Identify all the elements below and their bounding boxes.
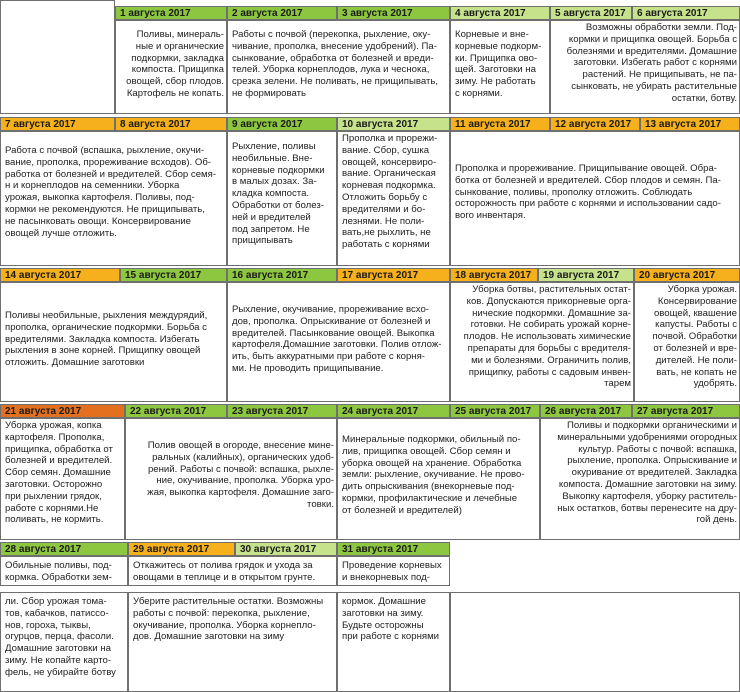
day-header-9: 9 августа 2017 [227,117,337,131]
day-header-5: 5 августа 2017 [550,6,632,20]
notes-text: Полив овощей в огороде, внесение мине- ральных (калийных), органических удоб- рений. Работы с почвой: вспашка, рыхле- ние, окучивание, прополка. Уборка уро- жая, выкопка картофеля. Домашние заго- товки. [147,440,334,510]
notes-text: Работы с почвой (перекопка, рыхление, оку- чивание, прополка, внесение удобрений). Па- сынкование, обработка от болезней и вреди- телей. Уборка корнеплодов, лука и чеснока, срезка зелени. Не поливать, не прищипывать, не формировать [232,29,439,99]
notes-text: Уборка урожая. Консервирование овощей, квашение капусты. Работы с почвой. Обработки от болезней и вре- дителей. Не поли- вать, не копать не удобрять. [652,284,737,390]
notes-text: Поливы и подкормки органическими и минеральными удобрениями огородных культур. Работы с почвой: вспашка, рыхление, прополка. Опрыскивание и окуривание от вредителей. Закладка компоста. Домашние заготовки на зиму. Выкопку картофеля, уборку раститель- ных остатков, ботвы перенесите на дру- гой день. [557,420,737,526]
day-notes-21 [0,418,125,540]
day-notes-28-bottom [0,592,128,692]
notes-text: Поливы необильные, рыхления междурядий, прополка, органические подкормки. Борьба с вредителями. Закладка компоста. Избегать рыхления в зоне корней. Прищипку овощей отложить. Домашние заготовки [5,310,208,369]
day-header-14: 14 августа 2017 [0,268,120,282]
notes-text: ли. Сбор урожая тома- тов, кабачков, патиссо- нов, гороха, тыквы, огурцов, перца, фасоли. Домашние заготовки на зиму. Не копайте карто- фель, не убирайте ботву [5,596,116,678]
day-notes-26-27 [540,418,740,540]
day-header-16: 16 августа 2017 [227,268,337,282]
day-notes-31-bottom [337,592,450,692]
day-header-26: 26 августа 2017 [540,404,632,418]
day-header-20: 20 августа 2017 [634,268,740,282]
day-header-23: 23 августа 2017 [227,404,337,418]
day-notes-2-3 [227,20,450,114]
notes-text: Уборка ботвы, растительных остат- ков. Допускаются прикорневые орга- нические подкормки. Домашние за- готовки. Не собирать урожай корне- плодов. Не использовать химические препараты для борьбы с вредителя- ми и болезнями. Ограничить полив, прищипку, работы с садовым инвен- тарем [463,284,631,390]
notes-text: Поливы, минераль- ные и органические подкормки, закладка компоста. Прищипка овощей, сбор плодов. Картофель не копать. [126,29,224,99]
day-notes-16-17 [227,282,450,402]
notes-text: Уборка урожая, копка картофеля. Прополка, прищипка, обработка от болезней и вредителей. Сбор семян. Домашние заготовки. Осторожно при рыхлении грядок, работе с корнями.Не поливать, не кормить. [5,420,113,526]
day-header-8: 8 августа 2017 [115,117,227,131]
day-header-28: 28 августа 2017 [0,542,128,556]
notes-text: кормок. Домашние заготовки на зиму. Будьте осторожны при работе с корнями [342,596,440,643]
empty-cell [0,0,115,114]
notes-text: Прополка и прорежи- вание. Сбор, сушка овощей, консервиро- вание. Органическая корневая подкормка. Отложить борьбу с вредителями и бо- лезнями. Не поли- вать,не рыхлить, не работать с корнями [342,133,438,251]
day-header-7: 7 августа 2017 [0,117,115,131]
notes-text: Возможны обработки земли. Под- кормки и прищипка овощей. Борьба с болезнями и вредителями. Домашние заготовки. Избегать работ с корнями растений. Не прищипывать, не па- сынковать, не убирать растительные остатки, ботву. [566,22,737,104]
day-header-10: 10 августа 2017 [337,117,450,131]
day-notes-1 [115,20,227,114]
day-notes-28-top [0,556,128,586]
day-header-17: 17 августа 2017 [337,268,450,282]
notes-text: Рыхление, поливы необильные. Вне- корневые подкормки в малых дозах. За- кладка компоста. Обработки от болез- ней и вредителей под запретом. Не прищипывать [232,141,325,247]
day-header-21: 21 августа 2017 [0,404,125,418]
day-header-12: 12 августа 2017 [550,117,640,131]
day-notes-5-6 [550,20,740,114]
day-header-11: 11 августа 2017 [450,117,550,131]
day-header-1: 1 августа 2017 [115,6,227,20]
day-header-24: 24 августа 2017 [337,404,450,418]
empty-cell [450,592,740,692]
day-header-19: 19 августа 2017 [538,268,634,282]
notes-text: Проведение корневых и внекорневых под- [342,560,442,583]
notes-text: Обильные поливы, под- кормка. Обработки зем- [5,560,112,583]
notes-text: Работа с почвой (вспашка, рыхление, окучи- вание, прополка, прореживание всходов). Об- работка от болезней и вредителей. Сбор семя- н и корнеплодов на семенники. Уборка урожая, выкопка картофеля. Поливы, под- кормки не рекомендуются. Не прищипывать, не пасынковать овощи. Консервирование овощей лучше отложить. [5,145,217,239]
day-header-30: 30 августа 2017 [235,542,337,556]
day-header-13: 13 августа 2017 [640,117,740,131]
day-notes-7-8 [0,131,227,266]
day-header-15: 15 августа 2017 [120,268,227,282]
day-header-3: 3 августа 2017 [337,6,450,20]
day-header-22: 22 августа 2017 [125,404,227,418]
day-notes-24-25 [337,418,540,540]
day-notes-10 [337,131,450,266]
day-notes-9 [227,131,337,266]
day-notes-4 [450,20,550,114]
day-notes-14-15 [0,282,227,402]
day-header-29: 29 августа 2017 [128,542,235,556]
day-header-2: 2 августа 2017 [227,6,337,20]
day-notes-31-top [337,556,450,586]
day-header-27: 27 августа 2017 [632,404,740,418]
day-header-4: 4 августа 2017 [450,6,550,20]
notes-text: Минеральные подкормки, обильный по- лив, прищипка овощей. Сбор семян и уборка овощей на хранение. Обработка земли: рыхление, окучивание. Не прово- дить опрыскивания (внекорневые под- кормки, профилактические и лечебные от болезней и вредителей) [342,434,525,516]
notes-text: Корневые и вне- корневые подкорм- ки. Прищипка ово- щей. Заготовки на зиму. Не работать с корнями. [455,29,542,99]
notes-text: Уберите растительные остатки. Возможны работы с почвой: перекопка, рыхление, окучивание, прополка. Уборка корнепло- дов. Домашние заготовки на зиму [133,596,324,643]
day-header-6: 6 августа 2017 [632,6,740,20]
day-notes-11-13 [450,131,740,266]
notes-text: Прополка и прореживание. Прищипывание овощей. Обра- ботка от болезней и вредителей. Сбор плодов и семян. Па- сынкование, поливы, прополку отложить. Соблюдать осторожность при работе с корнями и использовании садо- вого инвентаря. [455,163,721,222]
day-notes-20 [634,282,740,402]
day-notes-29-30-bottom [128,592,337,692]
day-notes-22-23 [125,418,337,540]
day-notes-29-30-top [128,556,337,586]
day-header-18: 18 августа 2017 [450,268,538,282]
day-notes-18-19 [450,282,634,402]
notes-text: Откажитесь от полива грядок и ухода за овощами в теплице и в открытом грунте. [133,560,316,583]
day-header-25: 25 августа 2017 [450,404,540,418]
day-header-31: 31 августа 2017 [337,542,450,556]
notes-text: Рыхление, окучивание, прореживание всхо- дов, прополка. Опрыскивание от болезней и вредителей. Пасынкование овощей. Выкопка картофеля.Домашние заготовки. Полив отлож- ить, быть аккуратными при работе с корня- ми. Не проводить прищипывание. [232,304,442,374]
